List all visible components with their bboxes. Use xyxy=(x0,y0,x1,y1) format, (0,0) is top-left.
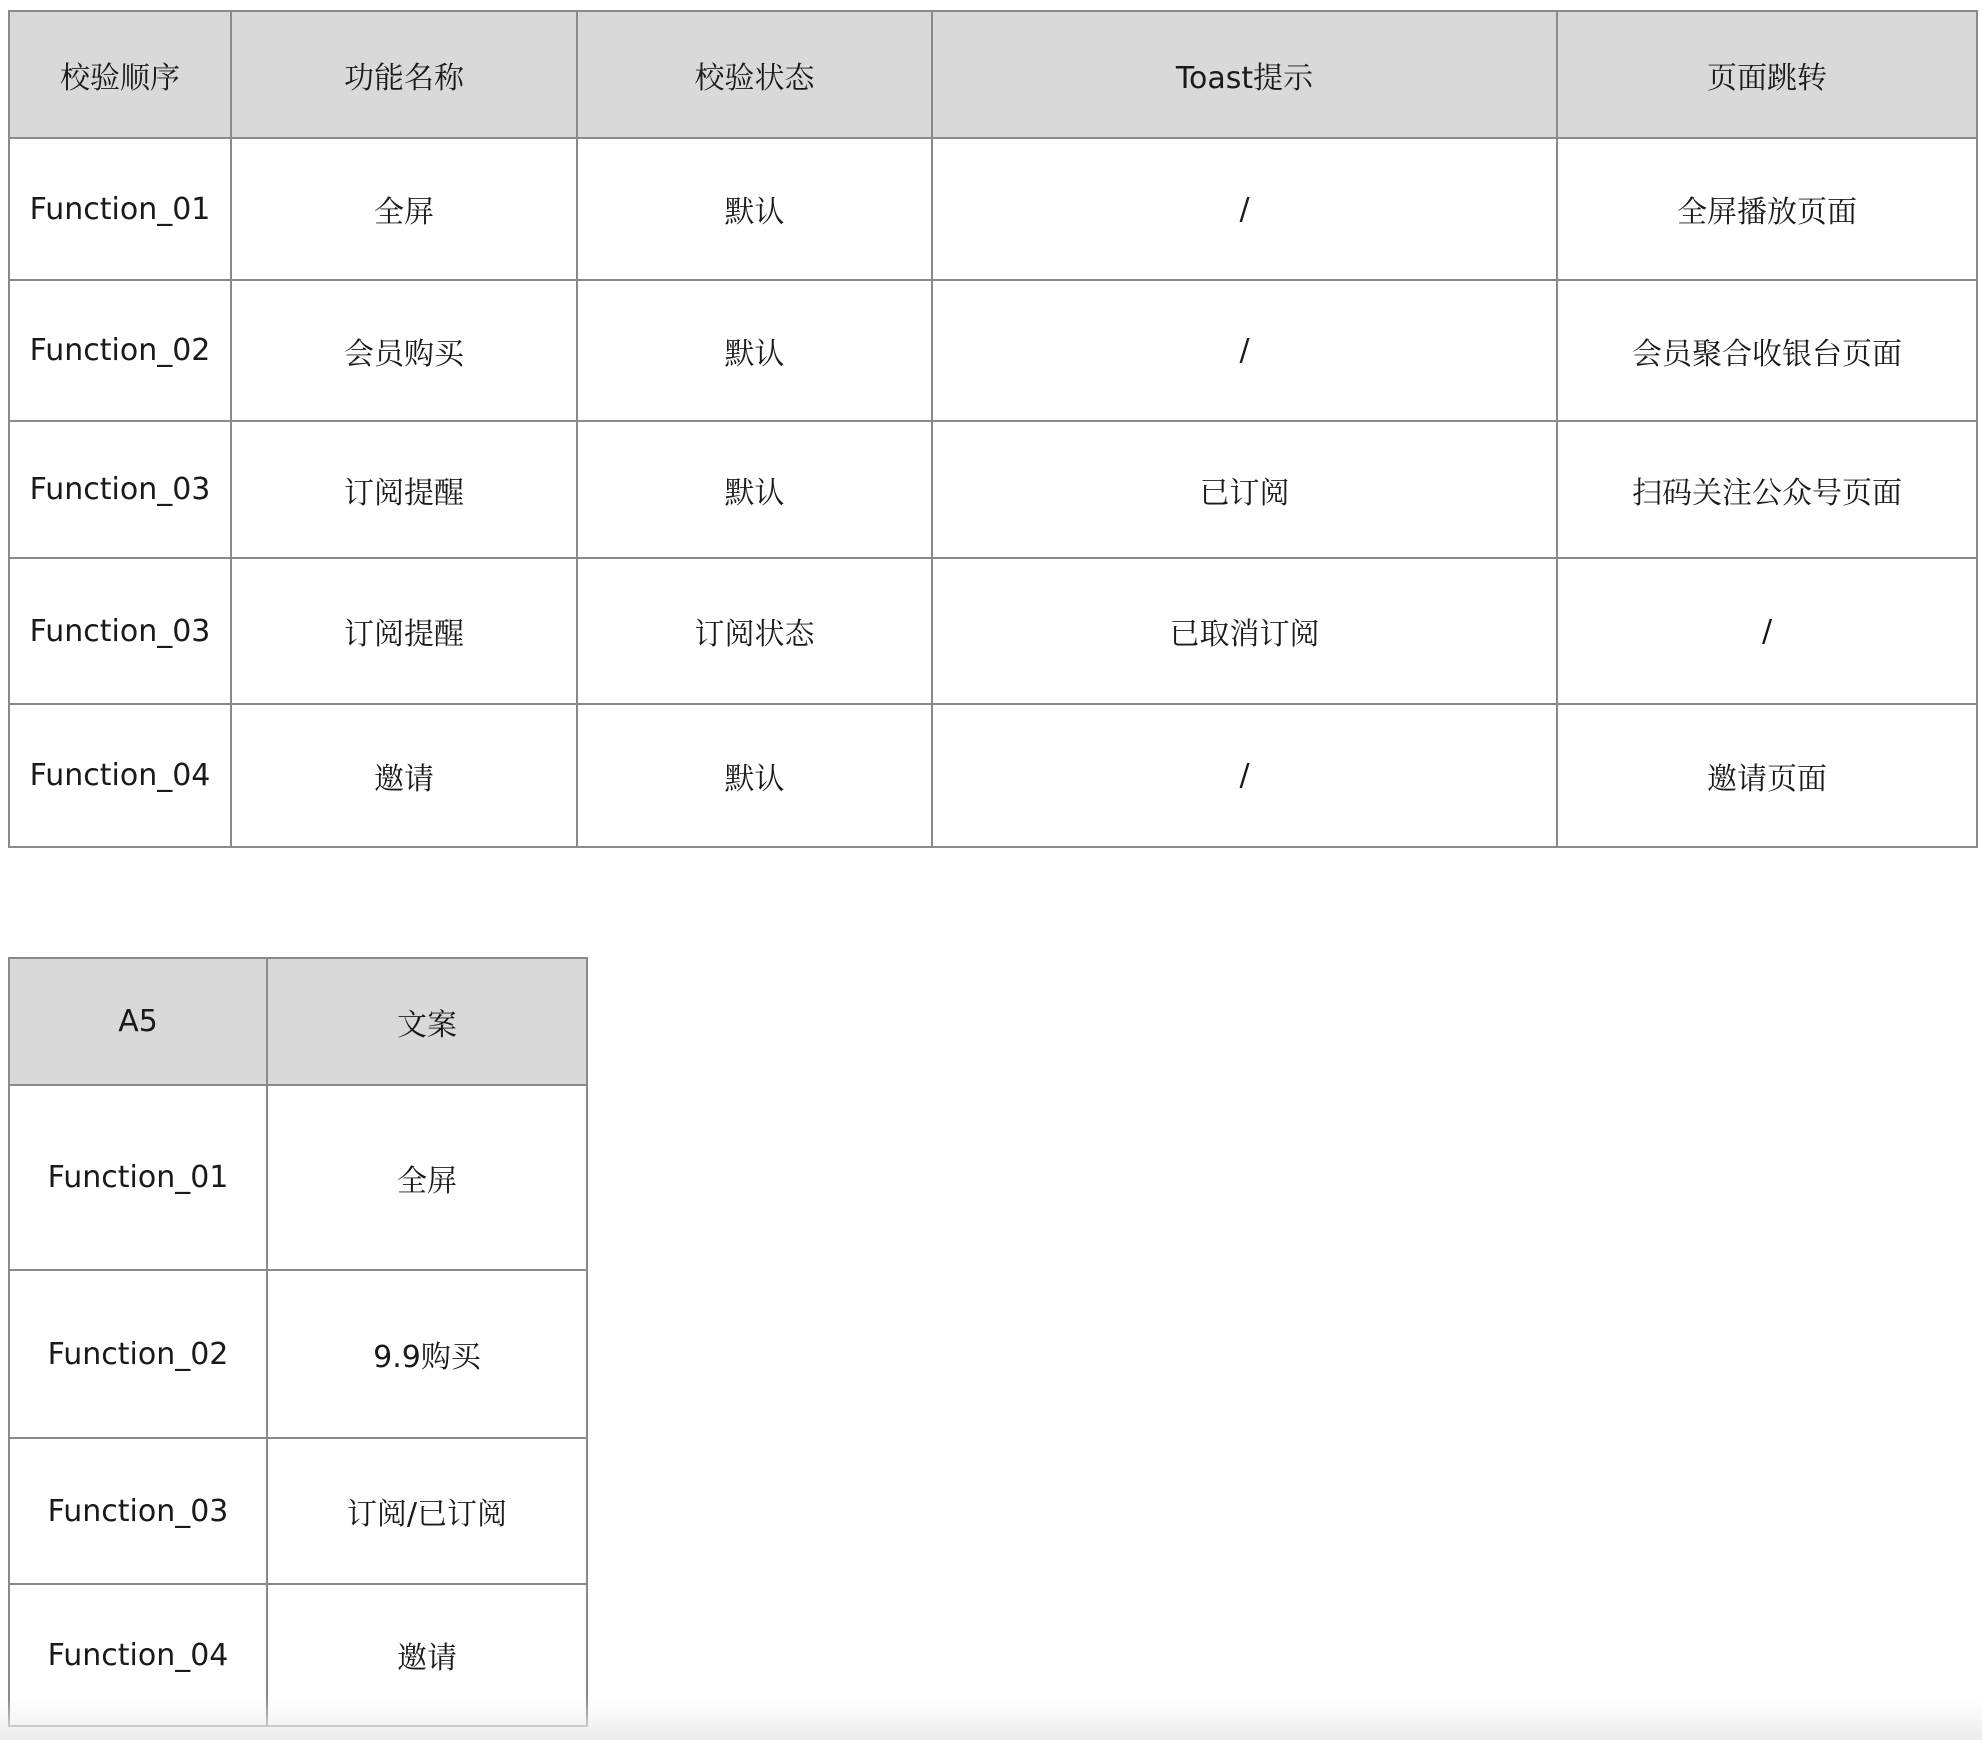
cell-function-id: Function_04 xyxy=(9,1584,267,1726)
cell-toast: / xyxy=(932,138,1557,280)
header-function-name: 功能名称 xyxy=(231,11,577,138)
cell-toast: 已订阅 xyxy=(932,421,1557,558)
cell-function-name: 订阅提醒 xyxy=(231,421,577,558)
cell-toast: / xyxy=(932,704,1557,847)
cell-page-redirect: 扫码关注公众号页面 xyxy=(1557,421,1977,558)
cell-page-redirect: 全屏播放页面 xyxy=(1557,138,1977,280)
header-toast: Toast提示 xyxy=(932,11,1557,138)
cell-function-name: 订阅提醒 xyxy=(231,558,577,704)
cell-function-id: Function_02 xyxy=(9,1270,267,1438)
cell-validation-order: Function_03 xyxy=(9,558,231,704)
cell-function-name: 全屏 xyxy=(231,138,577,280)
table-row xyxy=(9,704,1977,847)
cell-validation-status: 默认 xyxy=(577,704,932,847)
table-header-row xyxy=(9,958,587,1085)
header-copy-text: 文案 xyxy=(267,958,587,1085)
header-validation-order: 校验顺序 xyxy=(9,11,231,138)
table-row xyxy=(9,421,1977,558)
cell-page-redirect: 邀请页面 xyxy=(1557,704,1977,847)
cell-function-id: Function_01 xyxy=(9,1085,267,1270)
table-row xyxy=(9,280,1977,421)
table-row xyxy=(9,1584,587,1726)
table-header-row xyxy=(9,11,1977,138)
cell-validation-status: 订阅状态 xyxy=(577,558,932,704)
cell-validation-status: 默认 xyxy=(577,280,932,421)
header-page-redirect: 页面跳转 xyxy=(1557,11,1977,138)
table-row xyxy=(9,138,1977,280)
cell-validation-order: Function_01 xyxy=(9,138,231,280)
cell-copy-text: 邀请 xyxy=(267,1584,587,1726)
table-row xyxy=(9,1438,587,1584)
cell-validation-status: 默认 xyxy=(577,421,932,558)
cell-page-redirect: / xyxy=(1557,558,1977,704)
header-a5: A5 xyxy=(9,958,267,1085)
table-row xyxy=(9,558,1977,704)
cell-page-redirect: 会员聚合收银台页面 xyxy=(1557,280,1977,421)
cell-copy-text: 订阅/已订阅 xyxy=(267,1438,587,1584)
cell-validation-status: 默认 xyxy=(577,138,932,280)
cell-validation-order: Function_04 xyxy=(9,704,231,847)
cell-copy-text: 9.9购买 xyxy=(267,1270,587,1438)
cell-validation-order: Function_03 xyxy=(9,421,231,558)
cell-function-id: Function_03 xyxy=(9,1438,267,1584)
cell-copy-text: 全屏 xyxy=(267,1085,587,1270)
cell-validation-order: Function_02 xyxy=(9,280,231,421)
table-row xyxy=(9,1270,587,1438)
cell-toast: 已取消订阅 xyxy=(932,558,1557,704)
a5-copy-table xyxy=(8,957,588,1727)
table-row xyxy=(9,1085,587,1270)
cell-toast: / xyxy=(932,280,1557,421)
cell-function-name: 邀请 xyxy=(231,704,577,847)
cell-function-name: 会员购买 xyxy=(231,280,577,421)
function-validation-table xyxy=(8,10,1978,848)
header-validation-status: 校验状态 xyxy=(577,11,932,138)
